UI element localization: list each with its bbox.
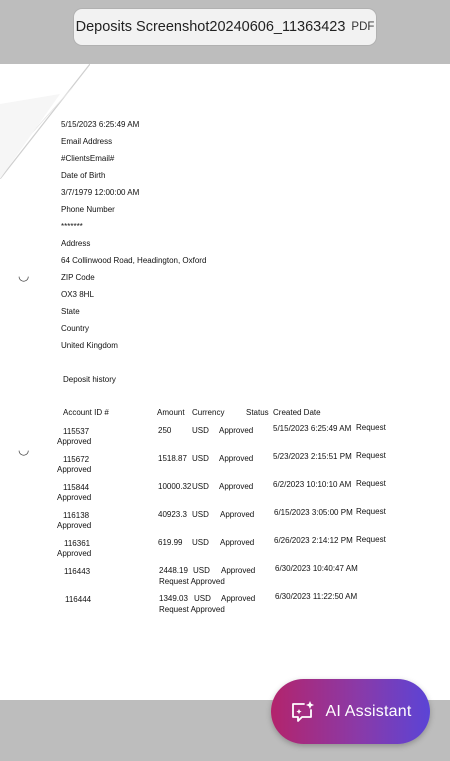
cell-account-id: 115672 [63, 455, 90, 464]
cell-amount: 1349.03 [159, 594, 188, 603]
cell-currency: USD [192, 454, 209, 463]
email-value: #ClientsEmail# [61, 154, 115, 163]
cell-created-date: 6/2/2023 10:10:10 AM [273, 480, 352, 489]
cell-request-status: Request Approved [159, 605, 225, 614]
cell-created-date: 6/30/2023 10:40:47 AM [275, 564, 358, 573]
cell-currency: USD [193, 566, 210, 575]
country-value: United Kingdom [61, 341, 118, 350]
cell-request-status: Request [356, 451, 386, 460]
cell-status: Approved [220, 510, 255, 519]
cell-created-date: 6/15/2023 3:05:00 PM [274, 508, 353, 517]
cell-currency: USD [192, 482, 209, 491]
cell-account-id: 115537 [63, 427, 90, 436]
address-value: 64 Collinwood Road, Headington, Oxford [61, 256, 207, 265]
cell-amount: 1518.87 [158, 454, 187, 463]
cell-account-id: 116443 [64, 567, 91, 576]
column-header-created-date: Created Date [273, 408, 321, 417]
country-label: Country [61, 324, 90, 333]
ai-assistant-button[interactable] [271, 679, 430, 744]
cell-amount: 619.99 [158, 538, 183, 547]
cell-status: Approved [221, 594, 256, 603]
zip-label: ZIP Code [61, 273, 95, 282]
cell-currency: USD [192, 538, 209, 547]
address-label: Address [61, 239, 91, 248]
cell-created-date: 5/23/2023 2:15:51 PM [273, 452, 352, 461]
column-header-amount: Amount [157, 408, 185, 417]
cell-account-id: 116361 [64, 539, 91, 548]
binder-hole-mark: ◡ [18, 268, 30, 283]
file-name: Deposits Screenshot20240606_11363423 [75, 19, 346, 35]
zip-value: OX3 8HL [61, 290, 94, 299]
cell-account-id: 116444 [65, 595, 92, 604]
cell-amount: 2448.19 [159, 566, 188, 575]
cell-status: Approved [219, 426, 254, 435]
cell-request-status: Request [356, 479, 386, 488]
cell-amount: 40923.3 [158, 510, 187, 519]
column-header-currency: Currency [192, 408, 225, 417]
cell-account-id: 116138 [63, 511, 90, 520]
dob-label: Date of Birth [61, 171, 106, 180]
column-header-account-id: Account ID # [63, 408, 109, 417]
cell-request-status-wrap: Approved [57, 549, 92, 558]
cell-request-status-wrap: Approved [57, 437, 92, 446]
cell-currency: USD [194, 594, 211, 603]
cell-currency: USD [192, 426, 209, 435]
phone-label: Phone Number [61, 205, 115, 214]
email-label: Email Address [61, 137, 113, 146]
cell-amount: 250 [158, 426, 172, 435]
file-type-badge: PDF [351, 21, 375, 33]
cell-request-status: Request [356, 535, 386, 544]
phone-value: ******* [61, 222, 83, 231]
column-header-status: Status [246, 408, 269, 417]
state-label: State [61, 307, 80, 316]
cell-created-date: 5/15/2023 6:25:49 AM [273, 424, 352, 433]
cell-status: Approved [219, 482, 254, 491]
dob-value: 3/7/1979 12:00:00 AM [61, 188, 140, 197]
sparkle-chat-icon [290, 700, 316, 724]
cell-request-status: Request Approved [159, 577, 225, 586]
cell-status: Approved [219, 454, 254, 463]
cell-created-date: 6/26/2023 2:14:12 PM [274, 536, 353, 545]
cell-request-status-wrap: Approved [57, 493, 92, 502]
cell-request-status: Request [356, 423, 386, 432]
cell-status: Approved [220, 538, 255, 547]
cell-amount: 10000.32 [158, 482, 192, 491]
timestamp: 5/15/2023 6:25:49 AM [61, 120, 140, 129]
section-title: Deposit history [63, 375, 116, 384]
cell-status: Approved [221, 566, 256, 575]
cell-account-id: 115844 [63, 483, 90, 492]
ai-assistant-label: AI Assistant [325, 702, 412, 720]
document-page [0, 64, 450, 700]
cell-request-status: Request [356, 507, 386, 516]
file-title-pill[interactable] [74, 9, 376, 45]
binder-hole-mark: ◡ [18, 442, 30, 457]
cell-currency: USD [192, 510, 209, 519]
cell-request-status-wrap: Approved [57, 521, 92, 530]
cell-request-status-wrap: Approved [57, 465, 92, 474]
cell-created-date: 6/30/2023 11:22:50 AM [275, 592, 358, 601]
